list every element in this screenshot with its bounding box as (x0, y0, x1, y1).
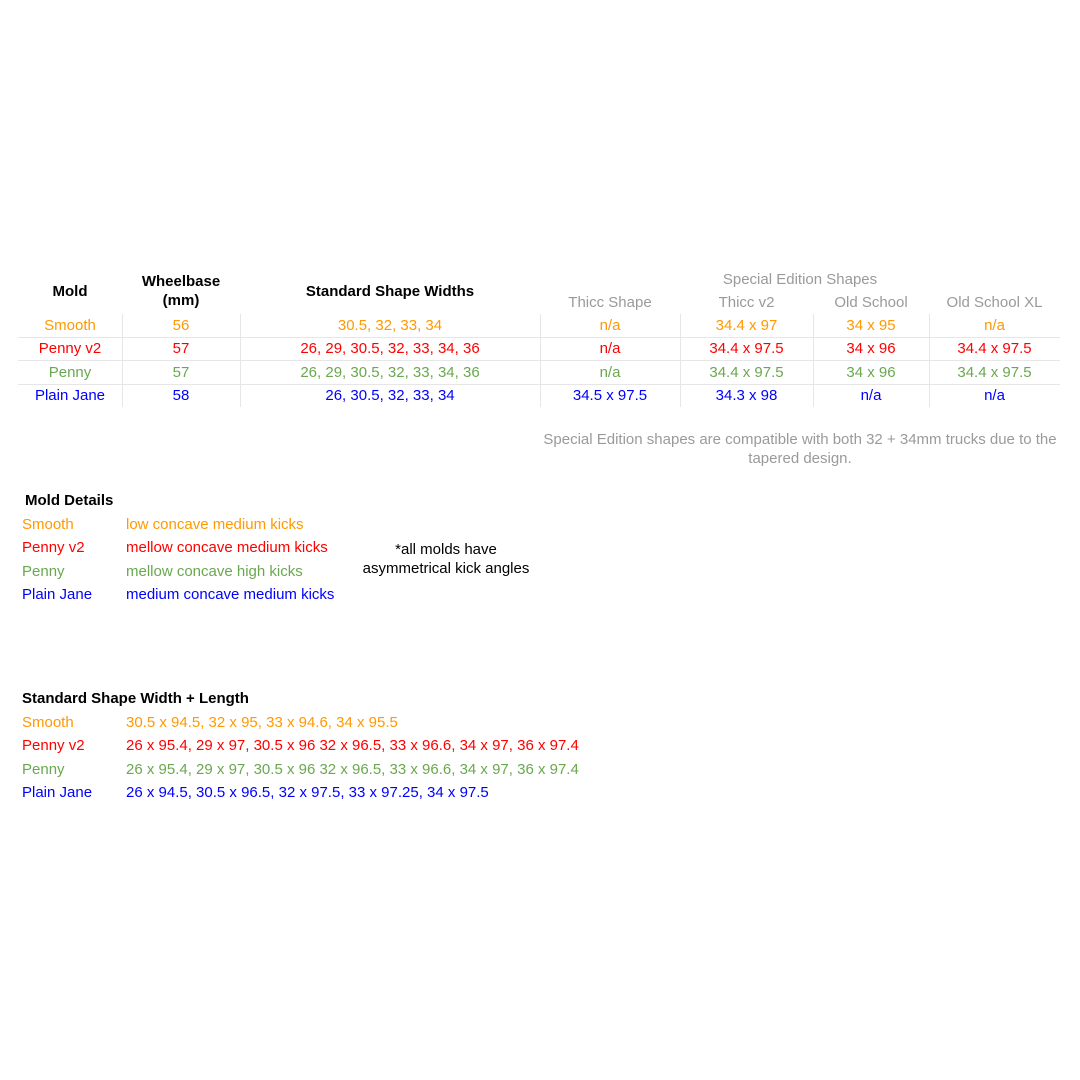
mold-name: Penny v2 (22, 539, 85, 557)
list-item (22, 513, 362, 536)
cell-standard-widths: 26, 30.5, 32, 33, 34 (325, 386, 455, 404)
cell-thicc-shape: 34.5 x 97.5 (572, 386, 648, 404)
cell-thicc-shape: n/a (599, 317, 621, 334)
list-item (22, 711, 722, 734)
table-row (18, 314, 1060, 338)
mold-description: medium concave medium kicks (126, 585, 335, 603)
cell-thicc-v2: 34.3 x 98 (715, 386, 778, 404)
cell-old-school-xl: 34.4 x 97.5 (957, 340, 1032, 358)
width-length-values: 26 x 95.4, 29 x 97, 30.5 x 96 32 x 96.5, 33 x 96.6, 34 x 97, 36 x 97.4 (126, 737, 579, 755)
cell-mold: Smooth (44, 317, 96, 334)
mold-name: Penny v2 (22, 737, 85, 755)
table-row (18, 361, 1060, 385)
width-length-title: Standard Shape Width + Length (22, 690, 249, 707)
header-standard-shape-widths: Standard Shape Widths (305, 283, 475, 300)
cell-old-school: 34 x 95 (846, 317, 896, 334)
list-item (22, 781, 722, 804)
header-special-edition-shapes: Special Edition Shapes (722, 271, 878, 288)
cell-mold: Penny (48, 363, 92, 381)
list-item (22, 758, 722, 781)
cell-standard-widths: 30.5, 32, 33, 34 (337, 317, 443, 334)
cell-old-school: 34 x 96 (846, 340, 896, 358)
table-row (18, 337, 1060, 361)
mold-description: mellow concave medium kicks (126, 539, 328, 557)
cell-wheelbase: 56 (172, 317, 190, 334)
cell-thicc-v2: 34.4 x 97 (715, 317, 778, 334)
header-wheelbase: Wheelbase (mm) (141, 273, 221, 309)
width-length-values: 26 x 94.5, 30.5 x 96.5, 32 x 97.5, 33 x 97.25, 34 x 97.5 (126, 783, 489, 801)
mold-name: Smooth (22, 714, 74, 731)
cell-old-school-xl: n/a (984, 317, 1005, 334)
cell-old-school-xl: 34.4 x 97.5 (957, 363, 1032, 381)
special-edition-note: Special Edition shapes are compatible with both 32 + 34mm trucks due to the tapered design. (543, 431, 1057, 467)
cell-standard-widths: 26, 29, 30.5, 32, 33, 34, 36 (300, 363, 480, 381)
cell-thicc-v2: 34.4 x 97.5 (709, 363, 784, 381)
cell-standard-widths: 26, 29, 30.5, 32, 33, 34, 36 (300, 340, 480, 358)
mold-name: Penny (22, 760, 65, 778)
cell-thicc-shape: n/a (599, 340, 621, 358)
table-row (18, 384, 1060, 407)
width-length-values: 30.5 x 94.5, 32 x 95, 33 x 94.6, 34 x 95.5 (126, 714, 398, 731)
width-length-values: 26 x 95.4, 29 x 97, 30.5 x 96 32 x 96.5, 33 x 96.6, 34 x 97, 36 x 97.4 (126, 760, 579, 778)
header-mold: Mold (52, 283, 88, 300)
cell-old-school-xl: n/a (984, 386, 1005, 404)
width-length-list (22, 711, 722, 807)
cell-old-school: n/a (860, 386, 882, 404)
header-old-school: Old School (834, 294, 908, 311)
cell-mold: Plain Jane (34, 386, 106, 404)
cell-wheelbase: 57 (172, 363, 190, 381)
header-thicc-v2: Thicc v2 (718, 294, 775, 311)
mold-details-footnote: *all molds have asymmetrical kick angles (362, 541, 530, 577)
cell-thicc-v2: 34.4 x 97.5 (709, 340, 784, 358)
header-thicc-shape: Thicc Shape (568, 294, 652, 311)
cell-thicc-shape: n/a (599, 363, 621, 381)
mold-name: Plain Jane (22, 585, 93, 603)
mold-name: Plain Jane (22, 783, 93, 801)
mold-name: Penny (22, 562, 65, 580)
list-item (22, 583, 362, 606)
cell-old-school: 34 x 96 (846, 363, 896, 381)
cell-wheelbase: 58 (172, 386, 190, 404)
cell-mold: Penny v2 (38, 340, 102, 358)
cell-wheelbase: 57 (172, 340, 190, 358)
list-item (22, 560, 362, 583)
mold-details-list (22, 513, 362, 609)
list-item (22, 536, 362, 559)
mold-details-title: Mold Details (25, 492, 114, 509)
header-old-school-xl: Old School XL (946, 294, 1043, 311)
mold-description: low concave medium kicks (126, 516, 304, 533)
list-item (22, 734, 722, 757)
mold-name: Smooth (22, 516, 74, 533)
mold-description: mellow concave high kicks (126, 562, 303, 580)
